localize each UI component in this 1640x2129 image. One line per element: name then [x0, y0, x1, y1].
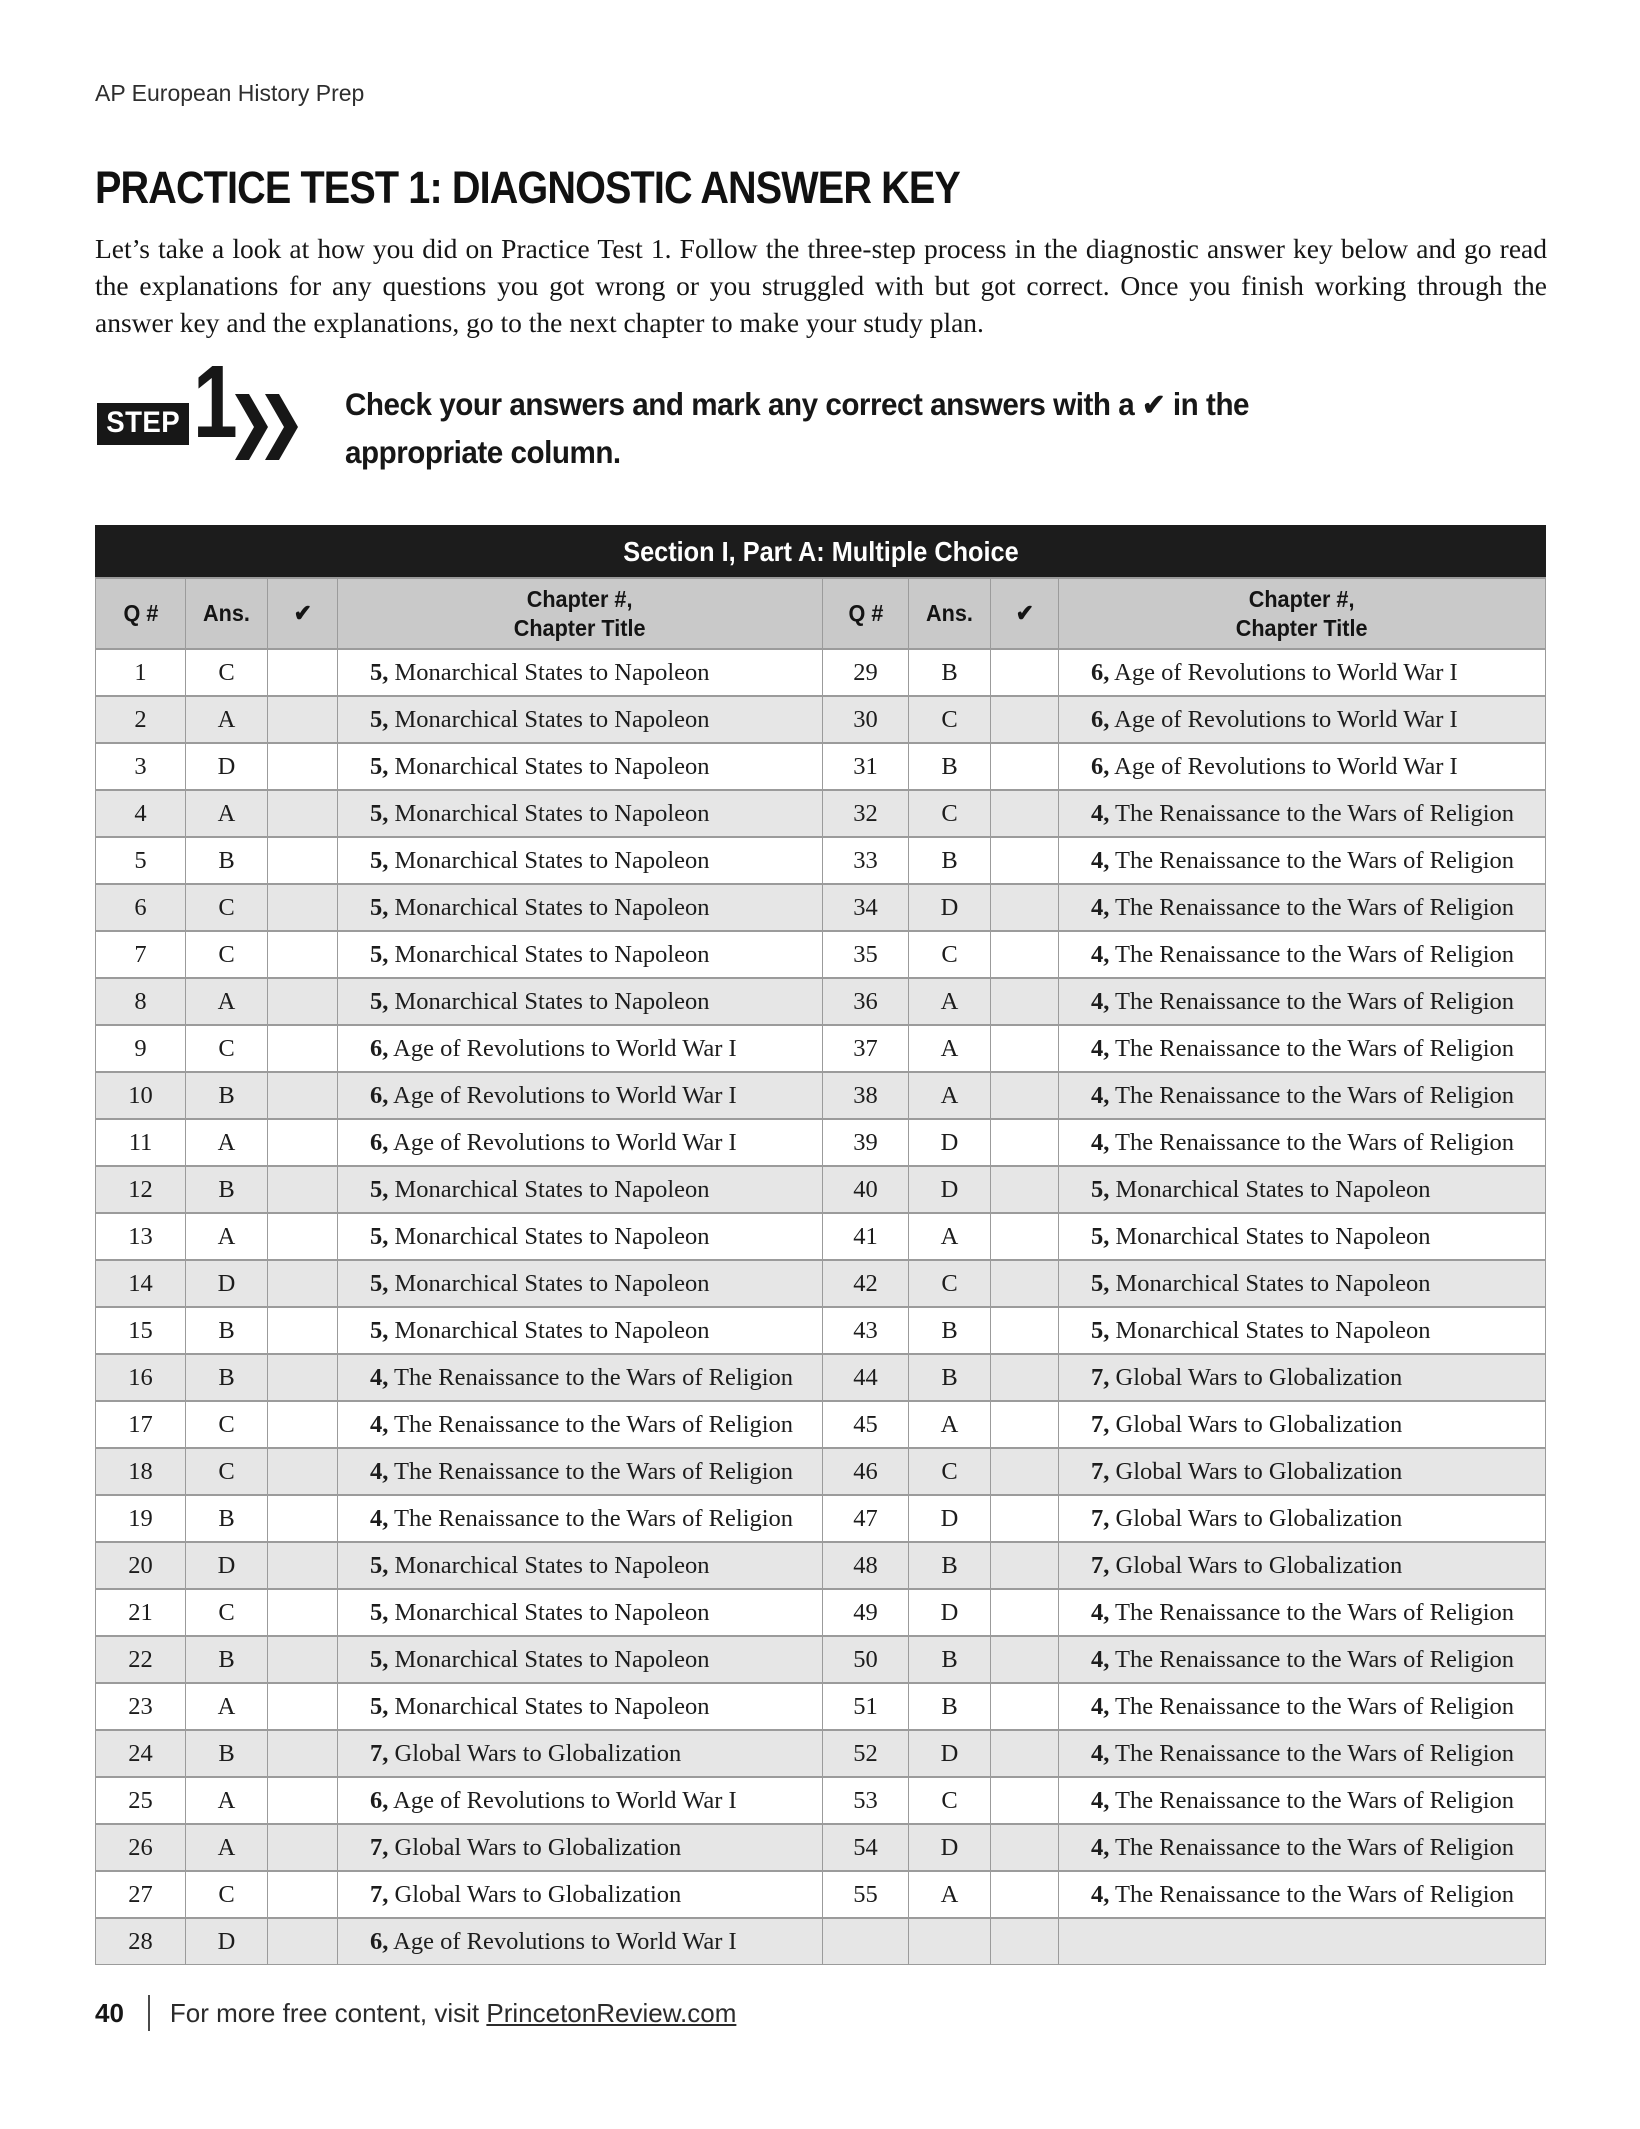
- question-number-cell: 50: [823, 1636, 909, 1683]
- table-row: [96, 1918, 1546, 1965]
- check-mark-cell: [268, 1589, 338, 1636]
- answer-letter-cell: B: [909, 837, 991, 884]
- check-mark-cell: [991, 1542, 1059, 1589]
- chapter-cell: 6, Age of Revolutions to World War I: [338, 1025, 823, 1072]
- answer-letter-cell: B: [186, 837, 268, 884]
- question-number-cell: 25: [96, 1777, 186, 1824]
- ans-header: Ans.: [186, 578, 268, 649]
- page-number: 40: [95, 1997, 124, 2028]
- table-column-headers: [96, 578, 1546, 649]
- answer-letter-cell: D: [909, 1589, 991, 1636]
- chapter-cell: 5, Monarchical States to Napoleon: [338, 837, 823, 884]
- answer-letter-cell: D: [909, 1495, 991, 1542]
- table-section-title: Section I, Part A: Multiple Choice: [96, 526, 1546, 579]
- check-mark-cell: [268, 1401, 338, 1448]
- step-number: 1: [193, 344, 238, 459]
- question-number-cell: 28: [96, 1918, 186, 1965]
- table-row: [96, 978, 1546, 1025]
- chapter-header: Chapter #, Chapter Title: [338, 578, 823, 649]
- check-mark-cell: [268, 1683, 338, 1730]
- question-number-cell: 32: [823, 790, 909, 837]
- chapter-cell: 7, Global Wars to Globalization: [1059, 1542, 1546, 1589]
- page-title: PRACTICE TEST 1: DIAGNOSTIC ANSWER KEY: [95, 162, 960, 213]
- chapter-cell: 5, Monarchical States to Napoleon: [338, 931, 823, 978]
- answer-letter-cell: A: [909, 1025, 991, 1072]
- answer-letter-cell: C: [186, 884, 268, 931]
- check-mark-cell: [991, 931, 1059, 978]
- chapter-cell: 4, The Renaissance to the Wars of Religion: [1059, 1025, 1546, 1072]
- check-mark-cell: [991, 1824, 1059, 1871]
- chapter-header: Chapter #, Chapter Title: [1059, 578, 1546, 649]
- question-number-cell: 40: [823, 1166, 909, 1213]
- chapter-cell: 7, Global Wars to Globalization: [1059, 1401, 1546, 1448]
- double-chevron-icon: [235, 388, 313, 466]
- check-mark-cell: [991, 1495, 1059, 1542]
- table-row: [96, 1871, 1546, 1918]
- page-footer: [95, 1995, 736, 2031]
- chapter-cell: 5, Monarchical States to Napoleon: [338, 743, 823, 790]
- chapter-cell: 5, Monarchical States to Napoleon: [338, 1260, 823, 1307]
- chapter-cell: 4, The Renaissance to the Wars of Religion: [1059, 790, 1546, 837]
- check-mark-cell: [991, 1025, 1059, 1072]
- check-mark-cell: [268, 649, 338, 696]
- chapter-cell: 5, Monarchical States to Napoleon: [1059, 1307, 1546, 1354]
- question-number-cell: 7: [96, 931, 186, 978]
- answer-key-table: [95, 525, 1546, 1965]
- question-number-cell: 53: [823, 1777, 909, 1824]
- answer-letter-cell: B: [186, 1354, 268, 1401]
- chapter-cell: 4, The Renaissance to the Wars of Religion: [338, 1401, 823, 1448]
- question-number-cell: 2: [96, 696, 186, 743]
- table-row: [96, 1495, 1546, 1542]
- chapter-cell: 7, Global Wars to Globalization: [1059, 1495, 1546, 1542]
- check-mark-cell: [268, 1448, 338, 1495]
- check-mark-cell: [268, 1777, 338, 1824]
- chapter-cell: 5, Monarchical States to Napoleon: [338, 884, 823, 931]
- check-mark-cell: [991, 978, 1059, 1025]
- answer-letter-cell: A: [186, 790, 268, 837]
- answer-table-body: [96, 649, 1546, 1965]
- check-mark-cell: [268, 1354, 338, 1401]
- check-mark-cell: [991, 790, 1059, 837]
- answer-letter-cell: C: [909, 1777, 991, 1824]
- chapter-cell: 4, The Renaissance to the Wars of Religion: [1059, 1636, 1546, 1683]
- chapter-cell: 6, Age of Revolutions to World War I: [1059, 649, 1546, 696]
- check-mark-cell: [991, 837, 1059, 884]
- chapter-cell: 4, The Renaissance to the Wars of Religion: [1059, 1119, 1546, 1166]
- check-mark-cell: [991, 1918, 1059, 1965]
- answer-letter-cell: D: [909, 1119, 991, 1166]
- question-number-cell: 19: [96, 1495, 186, 1542]
- question-number-cell: 47: [823, 1495, 909, 1542]
- answer-letter-cell: B: [186, 1636, 268, 1683]
- chapter-cell: 5, Monarchical States to Napoleon: [338, 696, 823, 743]
- answer-letter-cell: B: [186, 1072, 268, 1119]
- question-number-cell: 51: [823, 1683, 909, 1730]
- check-mark-cell: [991, 1307, 1059, 1354]
- answer-letter-cell: D: [909, 1730, 991, 1777]
- chapter-cell: 4, The Renaissance to the Wars of Religion: [1059, 1730, 1546, 1777]
- chapter-cell: 6, Age of Revolutions to World War I: [338, 1119, 823, 1166]
- check-mark-cell: [991, 1354, 1059, 1401]
- answer-letter-cell: A: [909, 1072, 991, 1119]
- check-mark-cell: [991, 743, 1059, 790]
- table-row: [96, 1589, 1546, 1636]
- table-row: [96, 649, 1546, 696]
- check-mark-cell: [991, 1119, 1059, 1166]
- check-mark-cell: [991, 1448, 1059, 1495]
- table-row: [96, 743, 1546, 790]
- answer-letter-cell: C: [186, 1025, 268, 1072]
- footer-text: For more free content, visit PrincetonReview.com: [169, 1997, 737, 2028]
- chapter-cell: 7, Global Wars to Globalization: [338, 1824, 823, 1871]
- check-mark-cell: [991, 1636, 1059, 1683]
- question-number-cell: 29: [823, 649, 909, 696]
- table-row: [96, 1448, 1546, 1495]
- question-number-cell: 20: [96, 1542, 186, 1589]
- question-number-cell: 39: [823, 1119, 909, 1166]
- answer-letter-cell: C: [909, 931, 991, 978]
- answer-letter-cell: A: [186, 978, 268, 1025]
- check-mark-cell: [268, 978, 338, 1025]
- check-header: ✔: [268, 578, 338, 649]
- answer-letter-cell: A: [186, 1777, 268, 1824]
- check-mark-cell: [991, 1260, 1059, 1307]
- chapter-cell: 7, Global Wars to Globalization: [1059, 1448, 1546, 1495]
- question-number-cell: 5: [96, 837, 186, 884]
- check-mark-cell: [991, 1589, 1059, 1636]
- chapter-cell: 5, Monarchical States to Napoleon: [1059, 1260, 1546, 1307]
- question-number-cell: 36: [823, 978, 909, 1025]
- question-number-cell: 23: [96, 1683, 186, 1730]
- chapter-cell: 5, Monarchical States to Napoleon: [338, 1307, 823, 1354]
- answer-letter-cell: A: [909, 1213, 991, 1260]
- chapter-cell: 5, Monarchical States to Napoleon: [338, 978, 823, 1025]
- question-number-cell: 8: [96, 978, 186, 1025]
- question-number-cell: 3: [96, 743, 186, 790]
- answer-letter-cell: A: [186, 1119, 268, 1166]
- step-instruction-text: Check your answers and mark any correct answers with a: [345, 386, 1143, 422]
- check-mark-cell: [268, 1119, 338, 1166]
- question-number-cell: 13: [96, 1213, 186, 1260]
- check-mark-cell: [991, 1871, 1059, 1918]
- check-mark-cell: [268, 1636, 338, 1683]
- chapter-cell: 5, Monarchical States to Napoleon: [338, 649, 823, 696]
- chapter-cell: 5, Monarchical States to Napoleon: [338, 790, 823, 837]
- question-number-cell: 30: [823, 696, 909, 743]
- question-number-cell: 48: [823, 1542, 909, 1589]
- check-mark-cell: [268, 1730, 338, 1777]
- q-header: Q #: [96, 578, 186, 649]
- table-row: [96, 696, 1546, 743]
- answer-letter-cell: A: [186, 696, 268, 743]
- chapter-cell: 5, Monarchical States to Napoleon: [338, 1636, 823, 1683]
- question-number-cell: 11: [96, 1119, 186, 1166]
- answer-letter-cell: C: [909, 696, 991, 743]
- checkmark-icon: ✔: [1142, 389, 1166, 422]
- check-mark-cell: [991, 1072, 1059, 1119]
- table-row: [96, 1307, 1546, 1354]
- chapter-cell: 4, The Renaissance to the Wars of Religion: [338, 1448, 823, 1495]
- chapter-cell: 5, Monarchical States to Napoleon: [1059, 1213, 1546, 1260]
- chapter-cell: 4, The Renaissance to the Wars of Religion: [1059, 1683, 1546, 1730]
- chapter-cell: 5, Monarchical States to Napoleon: [338, 1683, 823, 1730]
- check-header: ✔: [991, 578, 1059, 649]
- question-number-cell: 10: [96, 1072, 186, 1119]
- answer-letter-cell: D: [186, 1260, 268, 1307]
- check-mark-cell: [268, 696, 338, 743]
- answer-letter-cell: B: [909, 1542, 991, 1589]
- chapter-cell: 4, The Renaissance to the Wars of Religion: [1059, 884, 1546, 931]
- chapter-cell: 5, Monarchical States to Napoleon: [1059, 1166, 1546, 1213]
- chapter-cell: 4, The Renaissance to the Wars of Religion: [1059, 978, 1546, 1025]
- table-row: [96, 931, 1546, 978]
- step-instruction-text-end: in the appropriate column.: [345, 386, 1250, 470]
- chapter-cell: 7, Global Wars to Globalization: [338, 1871, 823, 1918]
- check-mark-cell: [268, 1072, 338, 1119]
- table-row: [96, 1213, 1546, 1260]
- chapter-cell: 7, Global Wars to Globalization: [338, 1730, 823, 1777]
- question-number-cell: 35: [823, 931, 909, 978]
- chapter-cell: 5, Monarchical States to Napoleon: [338, 1589, 823, 1636]
- chapter-cell: 6, Age of Revolutions to World War I: [1059, 696, 1546, 743]
- question-number-cell: 37: [823, 1025, 909, 1072]
- answer-letter-cell: B: [909, 1307, 991, 1354]
- answer-letter-cell: B: [186, 1495, 268, 1542]
- question-number-cell: 1: [96, 649, 186, 696]
- chapter-cell: 4, The Renaissance to the Wars of Religion: [338, 1354, 823, 1401]
- check-mark-cell: [991, 1166, 1059, 1213]
- question-number-cell: 24: [96, 1730, 186, 1777]
- step-badge: STEP: [97, 403, 189, 445]
- ans-header: Ans.: [909, 578, 991, 649]
- check-mark-cell: [268, 743, 338, 790]
- chapter-cell: [1059, 1918, 1546, 1965]
- check-mark-cell: [991, 696, 1059, 743]
- question-number-cell: 46: [823, 1448, 909, 1495]
- chapter-cell: 5, Monarchical States to Napoleon: [338, 1213, 823, 1260]
- question-number-cell: 38: [823, 1072, 909, 1119]
- answer-letter-cell: C: [909, 1448, 991, 1495]
- check-mark-cell: [268, 931, 338, 978]
- check-mark-cell: [268, 1307, 338, 1354]
- question-number-cell: 43: [823, 1307, 909, 1354]
- chapter-cell: 5, Monarchical States to Napoleon: [338, 1542, 823, 1589]
- answer-letter-cell: A: [909, 1871, 991, 1918]
- question-number-cell: 15: [96, 1307, 186, 1354]
- footer-divider: [148, 1995, 150, 2031]
- table-row: [96, 1354, 1546, 1401]
- step-instruction: [345, 381, 1360, 476]
- check-mark-cell: [991, 1683, 1059, 1730]
- answer-letter-cell: D: [186, 743, 268, 790]
- chapter-cell: 7, Global Wars to Globalization: [1059, 1354, 1546, 1401]
- answer-letter-cell: A: [186, 1824, 268, 1871]
- answer-letter-cell: C: [186, 1871, 268, 1918]
- question-number-cell: 21: [96, 1589, 186, 1636]
- question-number-cell: 27: [96, 1871, 186, 1918]
- chapter-cell: 4, The Renaissance to the Wars of Religion: [1059, 1072, 1546, 1119]
- check-mark-cell: [268, 884, 338, 931]
- chapter-cell: 4, The Renaissance to the Wars of Religion: [1059, 1824, 1546, 1871]
- question-number-cell: 14: [96, 1260, 186, 1307]
- question-number-cell: 33: [823, 837, 909, 884]
- check-mark-cell: [268, 837, 338, 884]
- chapter-cell: 4, The Renaissance to the Wars of Religion: [1059, 1589, 1546, 1636]
- table-row: [96, 790, 1546, 837]
- table-row: [96, 1683, 1546, 1730]
- answer-letter-cell: D: [909, 1824, 991, 1871]
- check-mark-cell: [268, 1542, 338, 1589]
- check-mark-cell: [268, 790, 338, 837]
- answer-letter-cell: B: [186, 1730, 268, 1777]
- question-number-cell: 34: [823, 884, 909, 931]
- question-number-cell: 26: [96, 1824, 186, 1871]
- question-number-cell: 41: [823, 1213, 909, 1260]
- question-number-cell: 45: [823, 1401, 909, 1448]
- answer-letter-cell: B: [909, 1636, 991, 1683]
- answer-letter-cell: A: [186, 1213, 268, 1260]
- answer-letter-cell: D: [909, 884, 991, 931]
- check-mark-cell: [268, 1260, 338, 1307]
- question-number-cell: 44: [823, 1354, 909, 1401]
- check-mark-cell: [268, 1918, 338, 1965]
- question-number-cell: 52: [823, 1730, 909, 1777]
- table-row: [96, 1636, 1546, 1683]
- answer-letter-cell: D: [186, 1918, 268, 1965]
- answer-letter-cell: C: [909, 790, 991, 837]
- check-mark-cell: [268, 1824, 338, 1871]
- question-number-cell: 31: [823, 743, 909, 790]
- chapter-cell: 4, The Renaissance to the Wars of Religion: [338, 1495, 823, 1542]
- answer-letter-cell: C: [186, 1401, 268, 1448]
- answer-letter-cell: B: [186, 1307, 268, 1354]
- check-mark-cell: [991, 1777, 1059, 1824]
- table-row: [96, 1401, 1546, 1448]
- check-mark-cell: [268, 1495, 338, 1542]
- question-number-cell: 42: [823, 1260, 909, 1307]
- question-number-cell: 12: [96, 1166, 186, 1213]
- question-number-cell: 17: [96, 1401, 186, 1448]
- chapter-cell: 4, The Renaissance to the Wars of Religion: [1059, 837, 1546, 884]
- running-header: AP European History Prep: [95, 80, 365, 106]
- answer-letter-cell: B: [909, 1354, 991, 1401]
- table-row: [96, 1777, 1546, 1824]
- table-row: [96, 837, 1546, 884]
- chapter-cell: 4, The Renaissance to the Wars of Religion: [1059, 1777, 1546, 1824]
- answer-letter-cell: C: [186, 649, 268, 696]
- question-number-cell: 6: [96, 884, 186, 931]
- table-section-band: [96, 526, 1546, 579]
- question-number-cell: 54: [823, 1824, 909, 1871]
- table-row: [96, 1824, 1546, 1871]
- answer-letter-cell: D: [909, 1166, 991, 1213]
- answer-letter-cell: [909, 1918, 991, 1965]
- question-number-cell: 9: [96, 1025, 186, 1072]
- check-mark-cell: [268, 1025, 338, 1072]
- table-row: [96, 1166, 1546, 1213]
- answer-letter-cell: A: [909, 1401, 991, 1448]
- check-mark-cell: [991, 884, 1059, 931]
- table-row: [96, 1260, 1546, 1307]
- chapter-cell: 6, Age of Revolutions to World War I: [1059, 743, 1546, 790]
- question-number-cell: 18: [96, 1448, 186, 1495]
- answer-letter-cell: D: [186, 1542, 268, 1589]
- question-number-cell: 22: [96, 1636, 186, 1683]
- q-header: Q #: [823, 578, 909, 649]
- answer-letter-cell: B: [186, 1166, 268, 1213]
- question-number-cell: [823, 1918, 909, 1965]
- answer-letter-cell: C: [909, 1260, 991, 1307]
- table-row: [96, 1119, 1546, 1166]
- check-mark-cell: [991, 1730, 1059, 1777]
- chapter-cell: 6, Age of Revolutions to World War I: [338, 1918, 823, 1965]
- chapter-cell: 4, The Renaissance to the Wars of Religion: [1059, 931, 1546, 978]
- question-number-cell: 49: [823, 1589, 909, 1636]
- step-1-block: [95, 344, 1547, 488]
- answer-letter-cell: B: [909, 1683, 991, 1730]
- check-mark-cell: [991, 649, 1059, 696]
- intro-paragraph: Let’s take a look at how you did on Practice Test 1. Follow the three-step process in the diagnostic answer key below and go read the explanations for any questions you got wrong or you struggled with but got correct. Once you finish working through the answer key and the explanations, go to the next chapter to make your study plan.: [95, 233, 1547, 338]
- check-mark-cell: [268, 1871, 338, 1918]
- answer-letter-cell: B: [909, 743, 991, 790]
- question-number-cell: 4: [96, 790, 186, 837]
- answer-letter-cell: A: [186, 1683, 268, 1730]
- question-number-cell: 55: [823, 1871, 909, 1918]
- check-mark-cell: [991, 1401, 1059, 1448]
- table-row: [96, 1072, 1546, 1119]
- chapter-cell: 5, Monarchical States to Napoleon: [338, 1166, 823, 1213]
- answer-letter-cell: C: [186, 1589, 268, 1636]
- check-mark-cell: [268, 1213, 338, 1260]
- princeton-review-link[interactable]: PrincetonReview.com: [486, 1997, 737, 2028]
- question-number-cell: 16: [96, 1354, 186, 1401]
- table-row: [96, 1025, 1546, 1072]
- check-mark-cell: [991, 1213, 1059, 1260]
- check-mark-cell: [268, 1166, 338, 1213]
- table-row: [96, 1542, 1546, 1589]
- answer-letter-cell: C: [186, 931, 268, 978]
- chapter-cell: 6, Age of Revolutions to World War I: [338, 1777, 823, 1824]
- answer-letter-cell: C: [186, 1448, 268, 1495]
- chapter-cell: 4, The Renaissance to the Wars of Religion: [1059, 1871, 1546, 1918]
- table-row: [96, 1730, 1546, 1777]
- table-row: [96, 884, 1546, 931]
- answer-letter-cell: B: [909, 649, 991, 696]
- chapter-cell: 6, Age of Revolutions to World War I: [338, 1072, 823, 1119]
- answer-letter-cell: A: [909, 978, 991, 1025]
